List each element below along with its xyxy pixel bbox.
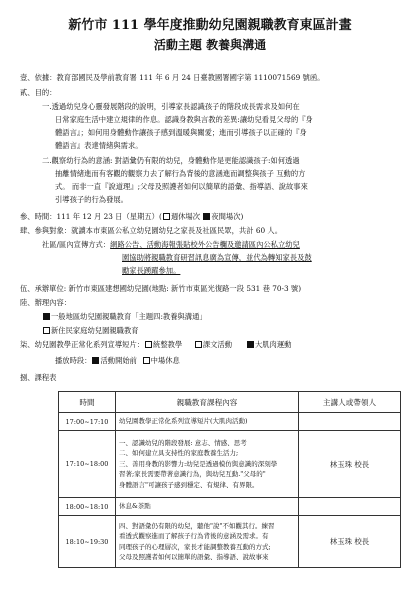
purpose-2-line-1: 二.觀察幼行為的意涵: 對語彙仍有限的幼兒，身體動作是更能認識孩子:如何透過 xyxy=(42,156,300,165)
section-organizer: 伍、承辦單位: 新竹市東區建想國幼兒園(地點: 新竹市東區光復路一段 531 巷 70-3 號) xyxy=(20,284,302,293)
promotion-text-3: 勵家長踴躍參加。 xyxy=(122,266,181,275)
document-title: 新竹市 111 學年度推動幼兒園親職教育東區計畫 xyxy=(68,18,352,33)
content-option-2: 新住民家庭幼兒園親職教育 xyxy=(42,326,139,336)
purpose-1-line-4: 體語言』表達情緒與需求。 xyxy=(55,141,143,150)
play-time: 播放時段： 活動開始前 中場休息 xyxy=(55,356,180,365)
checkbox-night-session xyxy=(203,213,210,220)
checkbox-text-activity xyxy=(195,341,202,348)
purpose-2-line-4: 引導孩子的行為發展。 xyxy=(55,195,128,204)
section-content-heading: 陸、辦理內容： xyxy=(20,298,72,307)
night-session-label: 夜間場次 xyxy=(211,212,241,221)
checkbox-weekend-session xyxy=(163,213,170,220)
section-purpose-heading: 貳、目的： xyxy=(20,88,57,97)
section-time: 參、時間：111 年 12 月 23 日（星期五）( 週休場次 夜間場次) xyxy=(20,212,244,221)
schedule-table xyxy=(58,391,401,568)
promotion-label: 社區/區內宣傳方式： xyxy=(42,240,111,249)
promotion-text-1: 網路公告、活動海報張貼校外公告欄及邀請區內公私立幼兒 xyxy=(110,240,300,249)
section-participants: 肆、參與對象：就讀本市東區公私立幼兒園幼兒之家長及社區民眾，共計 60 人。 xyxy=(20,226,283,235)
purpose-2-line-3: 式。 而非一直『說道理』;父母及照護者如何以簡單的語彙、指導語、說故事來 xyxy=(55,182,308,191)
checkbox-integrated-teaching xyxy=(145,341,152,348)
purpose-2-line-2: 抽離情緒進而有客觀的觀察力去了解行為背後的意涵進而調整與孩子 互動的方 xyxy=(55,169,306,178)
section-promo-video: 柒、幼兒園教學正常化系列宣導短片： 統整教學 課文活動 大肌肉運動 xyxy=(20,340,292,349)
table-row: 18:00~18:10 休息&茶點 xyxy=(59,498,401,516)
speaker-cell: 林玉珠 校長 xyxy=(299,516,401,568)
table-row: 17:10~18:00 一、認識幼兒的階段發展: 意志、情感、思考 二、如何建立具支持性的家庭教養生活力; 三、善用身教的影響力:幼兒是透過模仿與意識的深刻學 習著;家長需要帶著意識行為，與幼兒互動."父母的" 身體語言"可讓孩子感到穩定、有規律、有界限。 林玉珠 校長 xyxy=(59,431,401,498)
weekend-session-label: 週休場次 xyxy=(170,212,200,221)
checkbox-before-activity xyxy=(92,357,99,364)
checkbox-intermission xyxy=(143,357,150,364)
purpose-1-line-2: 日常家庭生活中建立規律的作息。認識身教與言教的差異:讓幼兒看見父母的『身 xyxy=(55,115,313,124)
checkbox-gross-motor xyxy=(247,341,254,348)
document-subtitle: 活動主題 教養與溝通 xyxy=(153,38,267,52)
content-option-1: 一般地區幼兒園親職教育「主題四:教養與溝通」 xyxy=(42,312,207,322)
checkbox-new-resident xyxy=(43,327,50,334)
header-time: 時間 xyxy=(59,392,116,413)
speaker-cell: 林玉珠 校長 xyxy=(299,431,401,498)
header-speaker: 主講人或帶領人 xyxy=(299,392,401,413)
time-text: 參、時間：111 年 12 月 23 日（星期五）( xyxy=(20,212,162,221)
section-schedule-heading: 捌、課程表 xyxy=(20,373,57,382)
purpose-1-line-3: 體語言』；如何用身體動作讓孩子感到溫暖與關愛；進而引導孩子以正確的『身 xyxy=(55,128,307,137)
table-header-row xyxy=(59,392,401,413)
table-row: 17:00~17:10 幼兒園教學正常化系列宣導短片(大肌肉活動) xyxy=(59,413,401,431)
section-basis: 壹、依據：教育部國民及學前教育署 111 年 6 月 24 日臺教國署國字第 1110071569 號函。 xyxy=(20,73,325,82)
purpose-1-line-1: 一.透過幼兒身心靈發展階段的說明，引導家長認識孩子的階段成長需求及如何在 xyxy=(42,102,300,111)
checkbox-general-area xyxy=(43,313,50,320)
table-row: 18:10~19:30 四、對語彙仍有限的幼兒，聽他"說"不如觀其行。練習 看透式觀察進而了解孩子行為背後的意涵及需求。有 同理孩子的心理層次，家長才能調整教養互動的方式; 父母及照護者如何以簡單的語彙、指導語、說故事來 林玉珠 校長 xyxy=(59,516,401,568)
promotion-method xyxy=(42,240,300,250)
promotion-text-2: 園協助將親職教育研習訊息廣為宣傳，並代為轉知家長及鼓 xyxy=(122,253,312,262)
header-content: 親職教育課程內容 xyxy=(116,392,299,413)
